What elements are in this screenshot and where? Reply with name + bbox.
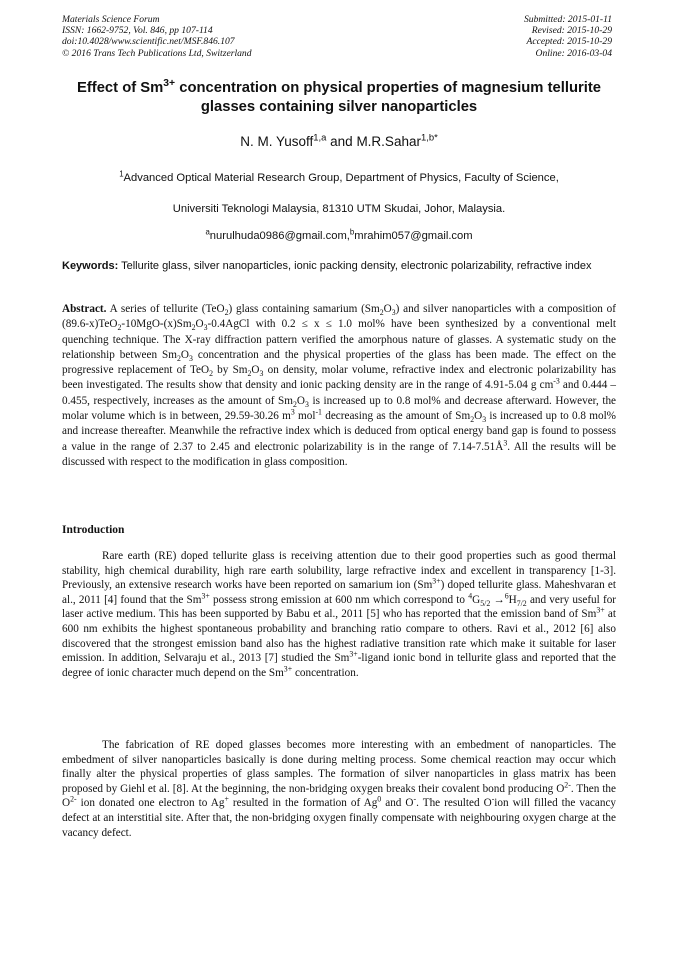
affiliation-line-2: Universiti Teknologi Malaysia, 81310 UTM Skudai, Johor, Malaysia.: [172, 203, 506, 215]
journal-issn: ISSN: 1662-9752, Vol. 846, pp 107-114: [62, 25, 213, 37]
abstract: Abstract. A series of tellurite (TeO$_2$) glass containing samarium $(Sm_2O_3)$ and silver nanoparticles with a composition of $(89.6-x)TeO_2-10MgO-(x)Sm_2O_3-0.4AgCl$ with 0.2 ≤ x ≤ 1.0 mol% have been synthesized by a conventional melt quenching technique. The X-ray diffraction pattern verified the amorphous nature of glasses. A systematic study on the relationship between $Sm_2O_3$ concentration and the physical properties of the glass has been made. The effect on the progressive replacement of TeO$_2$ by $Sm_2O_3$ on density, molar volume, refractive index and electronic polarizability has been investigated. The results show that density and ionic packing density are in the range of 4.91-5.04 g $cm^{-3}$ and 0.444 – 0.455, respectively, increases as the amount of $Sm_2O_3$ is increased up to 0.8 mol% and decrease afterward. However, the molar volume which is in between, 29.59-30.26 $m^3$ mol$^{-1}$ decreasing as the amount of $Sm_2O_3$ is increased up to 0.8 mol% and increase thereafter. Meanwhile the refractive index which is deduced from optical energy band gap is found to possess a value in the range of 2.37 to 2.45 and electronic polarizability is in the range of $7.14-7.51Å^3$. All the results will be discussed with respect to the modification in glass composition.: [62, 303, 617, 468]
author-1: N. M. Yusoff: [240, 134, 314, 149]
author-2: M.R.Sahar: [356, 134, 421, 149]
date-accepted: Accepted: 2015-10-29: [526, 36, 612, 48]
publication-dates: [524, 14, 612, 59]
journal-name: Materials Science Forum: [62, 14, 160, 25]
intro-paragraph-2: The fabrication of RE doped glasses becomes more interesting with an embedment of nanoparticles. The embedment of silver nanoparticles basically is done during melting process. Some chemical reaction may occur which finally alter the physical properties of glass samples. The formation of silver nanoparticles in glass matrix has been proposed by Giehl et al. [8]. At the beginning, the non-bridging oxygen breaks their covalent bond producing $O^{2-}$. Then the $O^{2-}$ ion donated one electron to Ag+ resulted in the formation of Ag$^0$ and O-. The resulted O-ion will filled the vacancy defect at an interstitial site. After that, the non-bridging oxygen finally compensate with neighbouring oxygen charge at the vacancy defect.: [62, 739, 617, 839]
date-revised: Revised: 2015-10-29: [531, 25, 612, 37]
intro-paragraph-1: Rare earth (RE) doped tellurite glass is receiving attention due to their good properties such as good thermal stability, high chemical durability, high rare earth solubility, large refractive index and excellent in transparency [1-3]. Previously, an extensive research works have been reported on samarium ion $(Sm^{3+})$ doped tellurite glass. Maheshvaran et al., 2011 [4] found that the $Sm^{3+}$ possess strong emission at 600 nm which correspond to $^4G_{5/2} \to^6H_{7/2}$ and very useful for laser active medium. This has been supported by Babu et al., 2011 [5] who has reported that the emission band of $Sm^{3+}$ at 600 nm exhibits the highest spontaneous probability and branching ratio compare to others. Ravi et al., 2012 [6] also discovered that the strongest emission band also has the highest radiative transition rate which make it suitable for laser emission. In addition, Selvaraju et al., 2013 [7] studied the $Sm^{3+}$-ligand ionic bond in tellurite glass and reported that the degree of ionic character much depend on the $Sm^{3+}$ concentration.: [62, 550, 617, 679]
keywords: Keywords: Tellurite glass, silver nanoparticles, ionic packing density, electronic polarizability, refractive index: [62, 260, 592, 272]
date-submitted: Submitted: 2015-01-11: [523, 14, 612, 25]
journal-doi: doi:10.4028/www.scientific.net/MSF.846.107: [62, 36, 235, 48]
email-a: nurulhuda0986@gmail.com,: [209, 230, 350, 242]
keywords-label: Keywords:: [62, 260, 119, 272]
journal-info: [62, 14, 252, 59]
author-list: N. M. Yusoff$^{1,a}$ and M.R.Sahar$^{1,b*}$: [240, 132, 438, 149]
author-emails: $^a$nurulhuda0986@gmail.com,$^b$mrahim057@gmail.com: [205, 227, 473, 242]
affiliation-line-1: $^1$Advanced Optical Material Research Group, Department of Physics, Faculty of Science,: [119, 169, 559, 184]
abstract-label: Abstract.: [62, 303, 107, 315]
date-online: Online: 2016-03-04: [535, 47, 612, 59]
email-b: mrahim057@gmail.com: [354, 230, 473, 242]
section-heading-introduction: Introduction: [62, 524, 125, 536]
journal-copyright: © 2016 Trans Tech Publications Ltd, Switzerland: [62, 47, 252, 59]
paper-title: Effect of $Sm^{3+}$ concentration on physical properties of magnesium tellurite glasses containing silver nanoparticles: [76, 78, 602, 115]
